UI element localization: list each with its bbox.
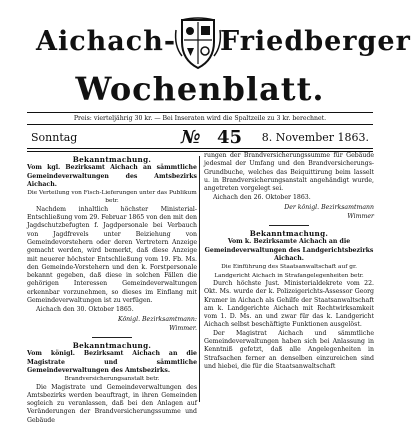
- title-aichach: Aichach-: [36, 26, 177, 57]
- continuation-text: rungen der Brandversicherungssumme für Gebäude jedesmal der Umfang und den Brandversicherungs-Grundbuche, welches das Beiquittirung beim lasselt u. in Brandversicherungsanstalt angehändigt wurde, angetreten vorgelegt sei.: [204, 152, 374, 193]
- right-signature-name: Wimmer: [347, 213, 374, 221]
- coat-of-arms-icon: [172, 16, 224, 70]
- notice3-body: Durch höchste Just. Ministerialdekrete vom 22. Okt. Ms. wurde der k. Polizeigerichts-Assessor Georg Kramer in Aichach als Gehilfe der Staatsanwaltschaft am k. Landgerichte Aichach mit Rechtwirksamkeit vom 1. D. Ms. an und zwar für das k. Landgericht Aichach selbst beschäftigte Funktionen ausgelöst.: [204, 279, 374, 329]
- notice1-heading: Bekanntmachung.: [72, 155, 152, 164]
- notice3-subheading: Vom k. Bezirksamte Aichach an die Gemeindeverwaltungen des Landgerichtsbezirks Aichach.: [204, 238, 374, 263]
- masthead-rule: [27, 112, 373, 113]
- price-line: Preis: vierteljährig 30 kr. — Bei Inseraten wird die Spaltzeile zu 3 kr. berechnet.: [73, 115, 327, 122]
- notice1-subheading: Vom kgl. Bezirksamt Aichach an sämmtliche Gemeindeverwaltungen des Amtsbezirks Aichach.: [27, 164, 197, 188]
- notice3-note: Die Einführung des Staatsanwaltschaft auf gr. Landgericht Aichach in Strafangelegenheiten betr.: [214, 264, 364, 279]
- notice1-note: Die Verteilung von Fisch-Lieferungen unter das Publikum betr.: [27, 190, 197, 205]
- notice1-place: Aichach den 30. Oktober 1865.: [36, 306, 134, 314]
- notice3-body2: Der Magistrat Aichach und sämmtliche Gemeindeverwaltungen haben sich bei Anlassung in Kenntniß gefetzt, daß alle Angelegenheiten in Strafsachen ferner an denselben einzureichen sind und hiebei, die für die Staatsanwaltschaft: [204, 329, 374, 370]
- issue-number: 45: [217, 127, 243, 148]
- column-divider: [199, 156, 200, 402]
- notice2-heading: Bekanntmachung.: [72, 341, 152, 351]
- notice1-signature-title: Königl. Bezirksamtmann:: [117, 315, 197, 323]
- notice2-note: Brandversicherungsanstalt betr.: [64, 376, 160, 383]
- separator: [92, 337, 132, 338]
- left-column: [27, 152, 197, 424]
- notice2-body: Die Magistrate und Gemeindeverwaltungen des Amtsbezirks werden beauftragt, in ihren Gemeinden sogleich zu veranlassen, daß bei den Anlagen auf Veränderungen der Brandversicherungssumme und Gebäude: [27, 383, 197, 424]
- right-column: [204, 152, 374, 402]
- title-friedberger: Friedberger: [220, 26, 411, 57]
- notice1-signature-name: Wimmer.: [169, 324, 197, 332]
- right-place: Aichach den 26. Oktober 1863.: [213, 194, 311, 202]
- title-wochenblatt: Wochenblatt.: [75, 70, 325, 108]
- issue-row: [27, 127, 373, 149]
- right-signature-title: Der königl. Bezirksamtmann: [284, 203, 374, 211]
- price-rule: [27, 124, 373, 125]
- masthead: [0, 6, 411, 118]
- separator: [269, 225, 309, 226]
- issue-rule-top: [27, 148, 373, 149]
- issue-number-label: №: [181, 127, 201, 148]
- notice3-heading: Bekanntmachung.: [249, 229, 329, 239]
- notice2-subheading: Vom königl. Bezirksamt Aichach an die Magistrate und sämmtliche Gemeindeverwaltungen des Amtsbezirks.: [27, 350, 197, 374]
- issue-day: Sonntag: [31, 131, 78, 144]
- issue-date: 8. November 1863.: [261, 131, 369, 144]
- notice1-body: Nachdem inhaltlich höchster Ministerial-Entschließung vom 29. Februar 1865 von den mit den Jagdschutzbefugten f. Jagdpersonale bei Verbauch von Jagdfrevels unter Beiziehung von Gemeindevorstehern oder deren Vertretern Anzeige gemacht werden, wird bemerkt, daß diese Anzeige mit neuerer höchster Entschließung vom 19. Fb. Ms. den Gemeinde-Vorstehern und den k. Forstpersonale bekannt gegeben, daß diese in solchen Fällen die gehörigen Interessen Gemeindeverwaltungen erkennbar vorzunehmen, so dieses im Einflang mit Gemeindeverwaltungen ist zu verfügen.: [27, 205, 197, 305]
